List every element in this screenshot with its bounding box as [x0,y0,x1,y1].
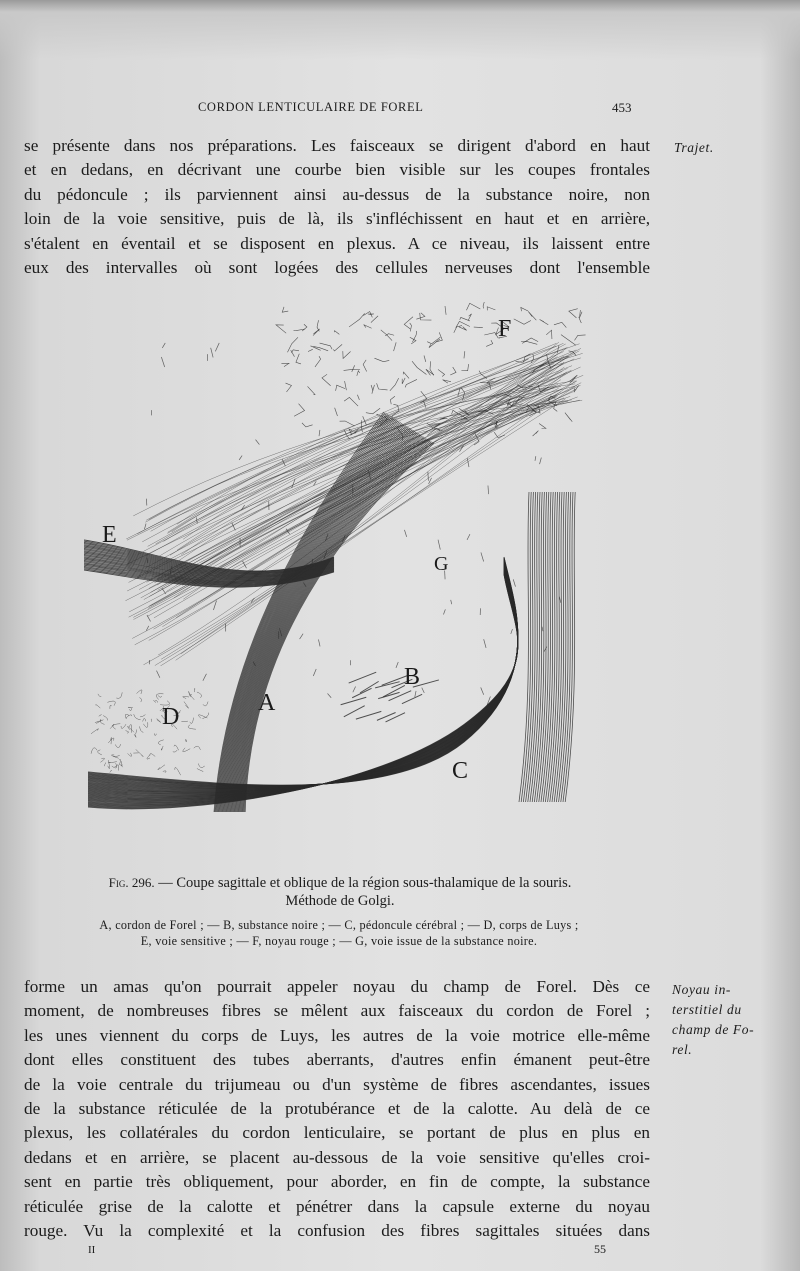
margin-note-line: rel. [672,1042,693,1057]
vertical-fiber [519,492,529,802]
margin-note-line: Noyau in- [672,982,732,997]
sparse-stroke [396,662,398,668]
sparse-stroke [363,416,367,425]
sparse-stroke [443,609,445,614]
sparse-stroke [215,343,219,351]
luys-fiber [137,690,142,694]
label-G: G [434,553,449,575]
plexus-fiber [281,363,289,366]
luys-fiber [143,722,147,727]
plexus-fiber [579,310,582,318]
plexus-fiber [443,380,451,383]
plexus-fiber [461,364,468,371]
luys-fiber [158,740,164,745]
sparse-stroke [415,691,416,697]
plexus-fiber [322,374,331,385]
plexus-fiber [276,325,286,333]
text-line: et en dedans, en décrivant une courbe bien visible sur les coupes frontales [24,160,650,180]
plexus-fiber [390,378,399,391]
plexus-fiber [344,370,360,371]
luys-fiber [147,755,150,759]
luys-fiber [91,748,97,754]
label-D: D [162,704,180,730]
sparse-stroke [318,639,320,646]
luys-fiber [136,729,137,734]
luys-fiber [103,716,108,721]
sparse-stroke [481,552,484,561]
plexus-fiber [291,350,299,353]
margin-note-trajet: Trajet. [674,140,714,155]
nigra-stroke [386,713,405,722]
text-line: dedans et en arrière, se placent au-dessous de la voie sensitive qu'elles croi- [24,1147,650,1167]
plexus-fiber [390,396,395,404]
sparse-stroke [335,408,338,416]
luys-fiber [95,721,100,723]
figure-caption-method: Méthode de Golgi. [285,893,395,909]
fan-fiber [178,366,572,561]
plexus-fiber [405,379,417,387]
vertical-fiber [521,492,531,802]
figure-caption [40,874,640,910]
sparse-stroke [313,669,316,676]
luys-fiber [113,724,120,729]
plexus-fiber [357,371,360,376]
sparse-stroke [451,600,452,604]
sparse-stroke [428,472,429,481]
plexus-fiber [459,327,467,331]
luys-fiber [128,753,132,756]
luys-fiber [121,724,126,728]
top-paragraph [24,134,650,280]
luys-fiber [99,715,102,717]
sparse-stroke [438,540,440,550]
plexus-fiber [282,307,288,312]
luys-fiber [161,746,163,750]
sparse-stroke [481,687,484,694]
luys-fiber [185,739,186,742]
luys-fiber [181,721,187,722]
luys-fiber [198,764,204,768]
sparse-stroke [156,671,159,678]
footer-sheet-number: 55 [594,1242,606,1256]
nigra-stroke [341,697,367,705]
page-number: 453 [612,100,632,115]
luys-fiber [140,715,145,717]
plexus-fiber [539,424,546,429]
plexus-fiber [343,351,351,358]
sparse-stroke [540,458,542,465]
luys-fiber [107,701,115,706]
luys-fiber [184,702,189,709]
figure-caption-title: — Coupe sagittale et oblique de la région sous-thalamique de la souris. [158,875,572,891]
margin-note-noyau [672,980,796,1060]
text-line: moment, de nombreuses fibres se mêlent aux faisceaux du cordon de Forel ; [24,1001,650,1021]
plexus-fiber [363,360,367,372]
text-line: dont elles constituent des tubes aberrants, d'autres enfin émanent peut-être [24,1050,650,1070]
plexus-fiber [374,358,389,361]
legend-line: E, voie sensitive ; — F, noyau rouge ; — G, voie issue de la substance noire. [140,933,538,948]
sparse-stroke [162,343,165,348]
luys-fiber [108,762,116,763]
sparse-stroke [189,691,191,696]
luys-fiber [98,694,101,697]
plexus-fiber [565,413,572,422]
sparse-stroke [144,524,146,530]
luys-fiber [140,726,144,732]
plexus-fiber [554,402,558,412]
plexus-fiber [366,408,380,414]
sparse-stroke [196,517,197,523]
text-line: du pédoncule ; ils parviennent ainsi au-dessus de la substance noire, non [24,184,650,204]
sparse-stroke [513,579,515,586]
plexus-fiber [286,383,292,392]
plexus-fiber [349,429,352,434]
luys-fiber [110,770,112,772]
page-edge-shadow [0,0,800,60]
luys-fiber [111,737,112,744]
sparse-stroke [484,639,486,648]
sparse-stroke [464,351,465,358]
luys-fiber [174,745,179,750]
plexus-fiber [460,317,470,321]
luys-fiber [163,771,166,773]
luys-fiber [110,705,112,709]
luys-fiber [134,714,141,720]
text-line: eux des intervalles où sont logées des cellules nerveuses dont l'ensemble [24,258,650,278]
nigra-stroke [356,711,381,719]
plexus-fiber [364,325,372,329]
sparse-stroke [162,588,166,594]
plexus-fiber [308,386,315,394]
plexus-fiber [445,306,446,315]
luys-fiber [158,695,161,697]
plexus-fiber [404,317,413,329]
luys-fiber [150,754,155,757]
plexus-fiber [402,378,405,384]
plexus-fiber [436,332,443,342]
luys-fiber [128,726,134,732]
sparse-stroke [256,440,260,445]
luys-fiber [116,692,122,698]
fan-fiber [151,385,581,592]
plexus-fiber [344,397,358,406]
sparse-stroke [535,456,536,461]
sparse-stroke [424,355,426,361]
text-line: plexus, les collatérales du cordon lenticulaire, se portant de plus en plus en [24,1123,650,1143]
plexus-fiber [420,313,432,320]
sparse-stroke [319,430,320,436]
sparse-stroke [147,615,151,621]
plexus-fiber [554,322,566,327]
sparse-stroke [542,627,543,632]
plexus-fiber [302,423,313,427]
plexus-fiber [410,323,412,331]
plexus-fiber [349,313,365,327]
bottom-paragraph [24,975,650,1243]
plexus-fiber [533,431,539,436]
label-B: B [404,664,421,690]
luys-fiber [175,767,181,775]
plexus-fiber [579,317,582,323]
luys-fiber [183,697,189,699]
luys-fiber [98,750,102,755]
sparse-stroke [353,686,356,692]
plexus-fiber [426,369,434,375]
sparse-stroke [559,597,561,603]
luys-fiber [173,750,177,752]
luys-fiber [203,702,208,706]
plexus-fiber [438,369,445,376]
text-line: loin de la voie sensitive, puis de là, ils s'infléchissent en haut et en arrière, [24,209,650,229]
nigra-stroke [352,688,371,697]
plexus-fiber [385,334,394,336]
plexus-fiber [315,356,321,367]
nigra-stroke [360,681,379,693]
plexus-fiber [302,324,307,331]
sparse-stroke [211,348,213,358]
nigra-stroke [377,712,396,720]
footer-signature: II [88,1244,96,1256]
sparse-stroke [352,365,355,372]
luys-fiber [104,763,105,766]
sparse-stroke [467,534,470,540]
label-C: C [452,758,469,784]
sparse-stroke [429,478,432,484]
figure-number: Fig. 296. [108,875,155,890]
luys-fiber [157,719,161,723]
luys-fiber [112,763,117,768]
luys-fiber [113,756,120,757]
luys-fiber [188,725,196,729]
luys-fiber [139,698,141,702]
luys-fiber [115,744,121,748]
plexus-fiber [334,331,339,335]
nigra-stroke [375,682,399,688]
sparse-stroke [239,456,242,460]
text-line: forme un amas qu'on pourrait appeler noyau du champ de Forel. Dès ce [24,977,650,996]
luys-fiber [183,748,190,752]
running-title: CORDON LENTICULAIRE DE FOREL [198,100,424,114]
plexus-fiber [294,404,304,417]
histology-figure [84,302,596,842]
plexus-fiber [574,335,585,340]
margin-note-line: champ de Fo- [672,1022,755,1037]
plexus-fiber [287,337,297,352]
plexus-fiber [403,372,409,378]
luys-fiber [126,731,129,734]
luys-fiber [91,729,99,734]
luys-fiber [134,734,136,737]
luys-fiber [197,769,203,772]
fan-fiber [137,347,567,533]
luys-fiber [100,758,104,762]
plexus-fiber [308,349,313,351]
plexus-fiber [468,314,471,320]
plexus-fiber [487,307,495,311]
plexus-fiber [521,307,528,311]
sparse-stroke [357,395,359,400]
nigra-stroke [344,706,365,717]
sparse-stroke [404,530,406,537]
sparse-stroke [213,601,216,610]
margin-note-line: terstitiel du [672,1002,742,1017]
plexus-fiber [514,319,531,324]
sparse-stroke [161,357,164,367]
luys-fiber [156,694,163,700]
plexus-fiber [486,340,493,346]
plexus-fiber [340,421,355,426]
text-line: de la substance réticulée de la protubérance et de la calotte. Au delà de ce [24,1099,650,1119]
plexus-fiber [483,302,484,308]
sparse-stroke [422,688,425,693]
luys-fiber [143,718,146,721]
plexus-fiber [450,367,456,375]
luys-fiber [202,713,208,719]
golgi-section-drawing [84,302,596,842]
luys-fiber [108,760,110,769]
nigra-stroke [349,672,377,683]
plexus-fiber [296,354,301,364]
figure-legend [34,918,644,949]
plexus-fiber [528,311,536,320]
text-line: sent en partie très obliquement, pour aborder, en fin de compte, la substance [24,1172,650,1192]
plexus-fiber [474,327,483,328]
text-line: de la voie centrale du trijumeau ou d'un système de fibres ascendantes, issues [24,1074,650,1094]
luys-fiber [156,700,158,702]
legend-line: A, cordon de Forel ; — B, substance noire ; — C, pédoncule cérébral ; — D, corps de Luys ; [99,918,579,932]
sparse-stroke [203,674,207,681]
plexus-fiber [333,344,342,351]
plexus-fiber [454,326,462,333]
luys-fiber [96,705,101,708]
plexus-fiber [540,319,549,324]
sparse-stroke [557,345,559,353]
luys-fiber [198,715,207,719]
label-E: E [102,522,117,548]
label-F: F [498,316,512,342]
nigra-stroke [402,694,422,703]
sparse-stroke [394,342,397,351]
sparse-stroke [488,485,489,494]
text-line: les unes viennent du corps de Luys, les autres de la voie motrice elle-même [24,1025,650,1045]
plexus-fiber [546,330,552,339]
plexus-fiber [466,303,480,310]
sparse-stroke [328,694,332,698]
text-line: rouge. Vu la complexité et la confusion des fibres sagittales situées dans [24,1221,650,1241]
text-line: réticulée grise de la calotte et pénétrer dans la capsule externe du noyau [24,1196,650,1216]
luys-fiber [121,761,122,766]
sparse-stroke [300,634,304,639]
luys-fiber [197,692,202,698]
text-line: se présente dans nos préparations. Les faisceaux se dirigent d'abord en haut [24,136,650,155]
plexus-fiber [377,383,388,390]
plexus-fiber [412,361,426,374]
text-line: s'étalent en éventail et se disposent en plexus. A ce niveau, ils laissent entre [24,233,650,253]
luys-fiber [190,718,194,724]
luys-fiber [153,700,155,702]
sparse-stroke [511,629,513,634]
luys-fiber [129,708,131,711]
luys-fiber [194,688,195,692]
luys-fiber [194,746,201,750]
plexus-fiber [416,313,425,319]
plexus-fiber [569,309,578,318]
label-A: A [258,690,276,716]
luys-fiber [158,765,165,770]
luys-fiber [119,759,121,764]
luys-fiber [190,694,194,699]
plexus-fiber [479,371,487,379]
plexus-fiber [368,314,374,315]
luys-fiber [154,733,156,735]
plexus-fiber [336,385,345,391]
